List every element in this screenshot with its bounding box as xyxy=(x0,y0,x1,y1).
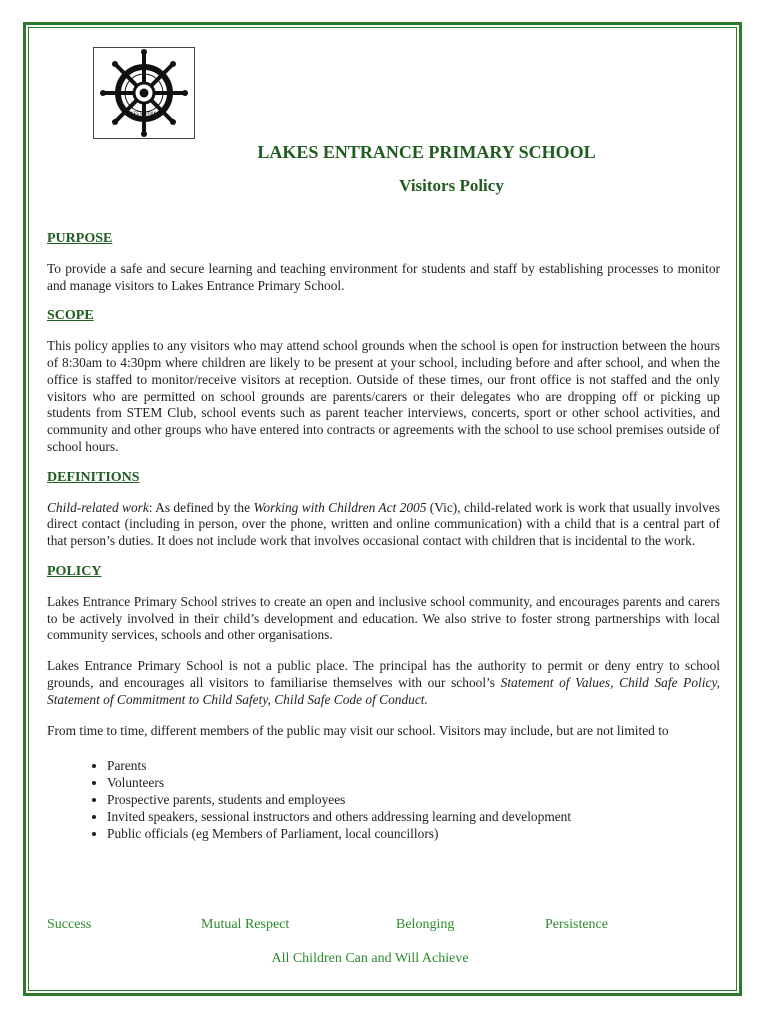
policy-paragraph-1: Lakes Entrance Primary School strives to create an open and inclusive school community, and encourages parents and carers to be actively involved in their child’s development and education. We also strive to foster strong partnerships with local community services, schools and other organisations. xyxy=(47,593,720,643)
definitions-heading: DEFINITIONS xyxy=(47,469,140,485)
ships-wheel-icon xyxy=(94,48,194,138)
definition-sep: : As defined by the xyxy=(148,499,254,515)
definition-text: (Vic), child-related work is work that usually involves direct contact (including in person, over the phone, written and online communication) with a child that is a central part of that person’s duties. It does not include work that involves occasional contact with children that is incidental to the work. xyxy=(47,499,720,549)
scope-heading: SCOPE xyxy=(47,308,94,324)
definition-paragraph xyxy=(47,500,720,550)
value-persistence: Persistence xyxy=(545,917,608,932)
policy-heading: POLICY xyxy=(47,563,102,579)
policy-paragraph-2-text: Lakes Entrance Primary School is not a public place. The principal has the authority to permit or deny entry to school grounds, and encourages all visitors to familiarise themselves with our school’s xyxy=(47,658,720,690)
value-mutual-respect: Mutual Respect xyxy=(201,917,290,932)
school-name: LAKES ENTRANCE PRIMARY SCHOOL xyxy=(257,142,596,162)
definition-term: Child-related work xyxy=(47,499,149,515)
list-item: • Parents xyxy=(107,757,720,774)
logo-text: LAKES ENTRANCE xyxy=(126,111,162,116)
value-belonging: Belonging xyxy=(396,917,455,932)
policy-paragraph-3: From time to time, different members of the public may visit our school. Visitors may include, but are not limited to xyxy=(47,722,669,738)
school-motto: All Children Can and Will Achieve xyxy=(271,951,469,966)
school-logo xyxy=(93,47,195,139)
scope-text: This policy applies to any visitors who may attend school grounds when the school is open for instruction between the hours of 8:30am to 4:30pm where children are likely to be present at your school, including before and after school, and when the office is staffed to monitor/receive visitors at reception. Outside of these times, our front office is not staffed and the only visitors who are permitted on school grounds are parents/carers or their delegates who are dropping off or picking up students from STEM Club, school events such as parent teacher interviews, concerts, sport or other school activities, and community and other groups who have entered into contracts or agreements with the school to use school premises outside of school hours. xyxy=(47,338,720,454)
list-item: • Public officials (eg Members of Parliament, local councillors) xyxy=(107,825,720,842)
visitor-list xyxy=(47,757,720,842)
purpose-heading: PURPOSE xyxy=(47,231,113,246)
policy-paragraph-2 xyxy=(47,658,720,708)
list-item: • Prospective parents, students and employees xyxy=(107,791,720,808)
value-success: Success xyxy=(47,917,92,932)
list-item: • Volunteers xyxy=(107,774,720,791)
purpose-text: To provide a safe and secure learning and teaching environment for students and staff by establishing processes to monitor and manage visitors to Lakes Entrance Primary School. xyxy=(47,260,720,293)
policy-title: Visitors Policy xyxy=(399,176,504,195)
document-body xyxy=(47,231,720,842)
list-item: • Invited speakers, sessional instructors and others addressing learning and development xyxy=(107,808,720,825)
policy-paragraph-2-documents: Statement of Values, Child Safe Policy, Statement of Commitment to Child Safety, Child Safe Code of Conduct. xyxy=(47,674,720,707)
definition-act: Working with Children Act 2005 xyxy=(253,499,427,515)
